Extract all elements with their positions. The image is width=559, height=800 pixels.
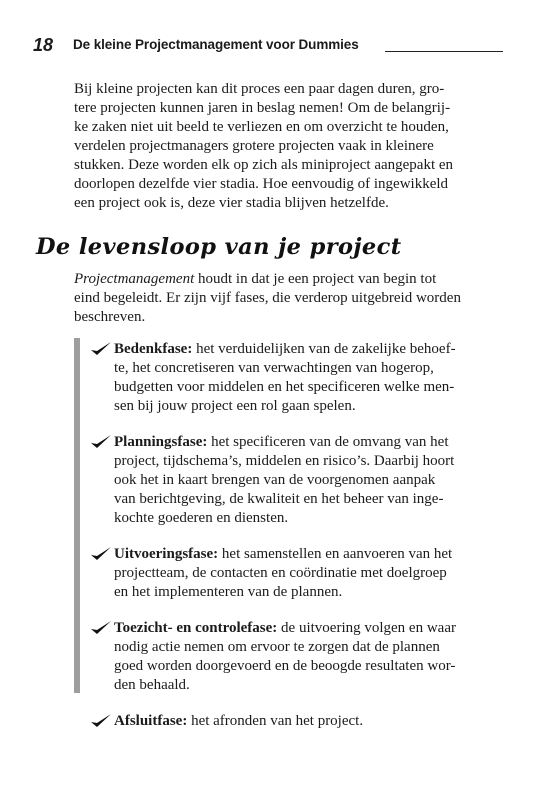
phase-first-line: [114, 433, 510, 452]
intro-line: verdelen projectmanagers grotere projecten vaak in kleinere: [74, 138, 434, 154]
phase-text: het specificeren van de omvang van het: [207, 434, 449, 450]
phase-item: [90, 340, 510, 416]
lead-line: [74, 270, 504, 289]
phase-line: te, het concretiseren van verwachtingen van hogerop,: [114, 360, 434, 376]
checkmark-icon: [90, 546, 112, 562]
phase-line: project, tijdschema’s, middelen en risico’s. Daarbij hoort: [114, 453, 455, 469]
page-number: 18: [33, 35, 54, 55]
phase-text: het afronden van het project.: [187, 713, 364, 729]
phase-line: budgetten voor middelen en het specificeren welke men-: [114, 379, 455, 395]
lead-line-rest: houdt in dat je een project van begin tot: [194, 271, 437, 287]
checkmark-icon: [90, 341, 112, 357]
intro-line: ke zaken niet uit beeld te verliezen en om overzicht te houden,: [74, 119, 449, 135]
lead-line: eind begeleidt. Er zijn vijf fases, die verderop uitgebreid worden: [74, 290, 461, 306]
phase-line: kochte goederen en diensten.: [114, 510, 289, 526]
intro-line: doorlopen dezelfde vier stadia. Hoe eenvoudig of ingewikkeld: [74, 176, 449, 192]
phase-line: en het implementeren van de plannen.: [114, 584, 343, 600]
intro-line: Bij kleine projecten kan dit proces een paar dagen duren, gro-: [74, 81, 445, 97]
running-title: De kleine Projectmanagement voor Dummies: [73, 37, 359, 52]
section-heading: De levensloop van je project: [36, 234, 402, 260]
checkmark-icon: [90, 713, 112, 729]
intro-line: tere projecten kunnen jaren in beslag nemen! Om de belangrij-: [74, 100, 451, 116]
intro-line: stukken. Deze worden elk op zich als miniproject aangepakt en: [74, 157, 454, 173]
phase-item: [90, 433, 510, 528]
phase-text: het samenstellen en aanvoeren van het: [218, 546, 453, 562]
sidebar-bar: [74, 338, 80, 693]
lead-italic-term: Projectmanagement: [74, 271, 195, 287]
phase-text: het verduidelijken van de zakelijke behoef-: [192, 341, 456, 357]
phase-term: Uitvoeringsfase:: [114, 546, 219, 562]
checkmark-icon: [90, 434, 112, 450]
lead-line: beschreven.: [74, 309, 146, 325]
phase-term: Planningsfase:: [114, 434, 208, 450]
phase-line: ook het in kaart brengen van de voorgenomen aanpak: [114, 472, 436, 488]
phase-first-line: [114, 545, 510, 564]
phase-term: Bedenkfase:: [114, 341, 193, 357]
phase-item: [90, 619, 510, 695]
phase-term: Afsluitfase:: [114, 713, 188, 729]
phase-line: den behaald.: [114, 677, 190, 693]
phase-line: projectteam, de contacten en coördinatie met doelgroep: [114, 565, 447, 581]
header-rule: [385, 51, 503, 52]
phase-line: goed worden doorgevoerd en de beoogde resultaten wor-: [114, 658, 456, 674]
phase-item: [90, 712, 510, 731]
phase-text: de uitvoering volgen en waar: [277, 620, 456, 636]
phase-item: [90, 545, 510, 602]
phase-list: [90, 340, 510, 748]
checkmark-icon: [90, 620, 112, 636]
phase-line: van berichtgeving, de kwaliteit en het beheer van inge-: [114, 491, 444, 507]
phase-line: nodig actie nemen om ervoor te zorgen dat de plannen: [114, 639, 440, 655]
page-header: [33, 34, 503, 56]
intro-line: een project ook is, deze vier stadia blijven hetzelfde.: [74, 195, 389, 211]
phase-line: sen bij jouw project een rol gaan spelen.: [114, 398, 356, 414]
phase-first-line: [114, 340, 510, 359]
intro-paragraph: [74, 80, 504, 213]
phase-first-line: [114, 712, 510, 731]
phase-term: Toezicht- en controlefase:: [114, 620, 278, 636]
phase-first-line: [114, 619, 510, 638]
lead-paragraph: [74, 270, 504, 327]
